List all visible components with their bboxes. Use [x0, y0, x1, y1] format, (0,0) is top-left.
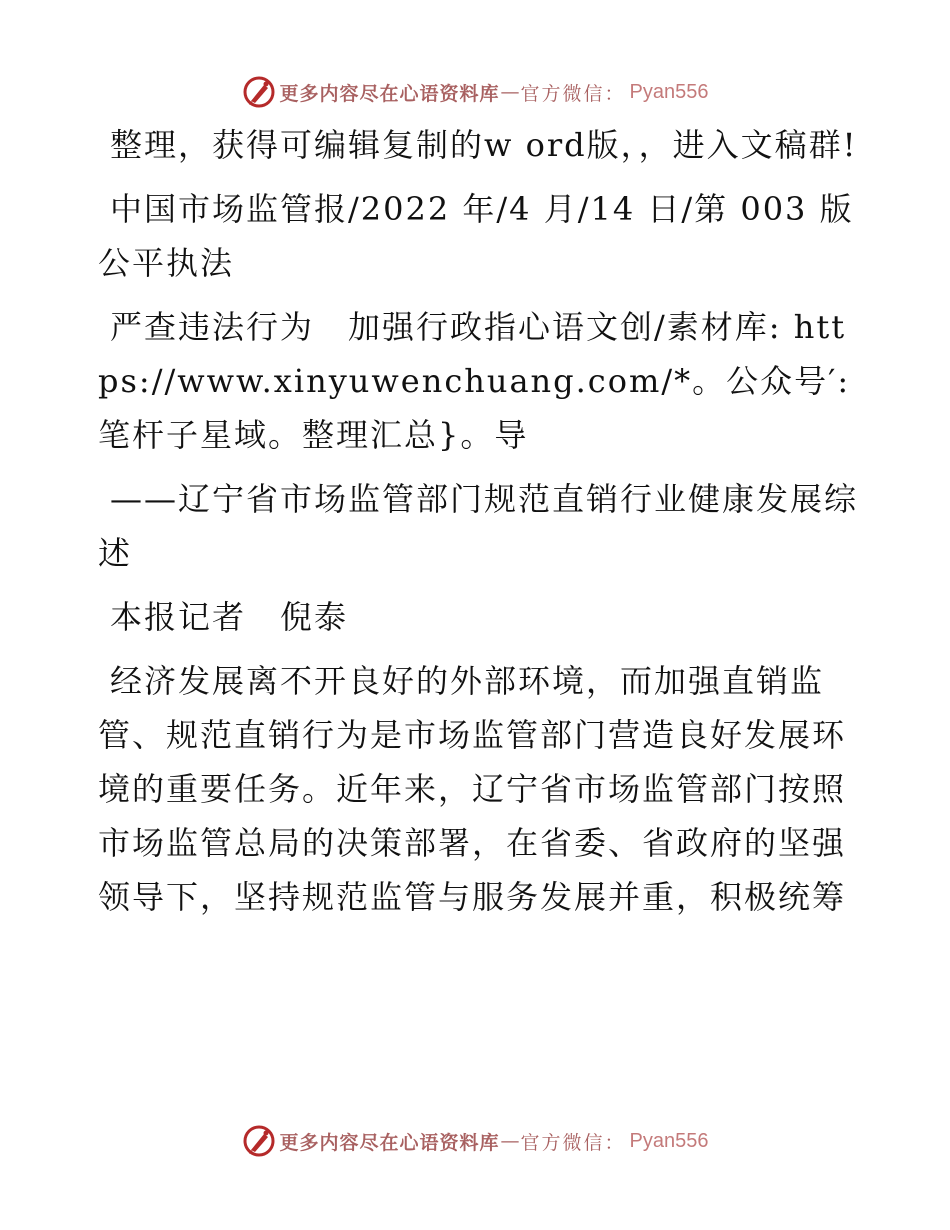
paragraph-intro: 整理，获得可编辑复制的w ord版，，进入文稿群! [110, 126, 858, 164]
banner-main-text: 更多内容尽在心语资料库 [279, 1131, 500, 1154]
banner-wechat-id: Pyan556 [629, 1129, 709, 1152]
footer-watermark-banner [0, 1121, 950, 1161]
paragraph-subtitle: ——辽宁省市场监管部门规范直销行业健康发展综述 [98, 480, 859, 572]
paragraph-body: 经济发展离不开良好的外部环境，而加强直销监管、规范直销行为是市场监管部门营造良好发展环境的重要任务。近年来，辽宁省市场监管部门按照市场监管总局的决策部署，在省委、省政府的坚强领导下，坚持规范监管与服务发展并重，积极统筹 [98, 662, 847, 916]
banner-wechat-id: Pyan556 [629, 80, 709, 103]
pen-logo-icon [242, 1124, 276, 1158]
banner-wechat-label: 官方微信： [520, 1131, 626, 1154]
paragraph-source: 中国市场监管报/2022 年/4 月/14 日/第 003 版公平执法 [98, 190, 854, 282]
paragraph-byline: 本报记者 倪泰 [110, 598, 349, 636]
header-watermark-banner [0, 72, 950, 112]
document-body [98, 118, 858, 934]
banner-wechat-label: 官方微信： [520, 82, 626, 105]
paragraph-headline: 严查违法行为 加强行政指心语文创/素材库: https://www.xinyuwenchuang.com/*。公众号′: 笔杆子星域。整理汇总}。导 [98, 308, 851, 454]
pen-logo-icon [242, 75, 276, 109]
banner-separator: — [500, 81, 520, 103]
banner-separator: — [500, 1130, 520, 1152]
banner-main-text: 更多内容尽在心语资料库 [279, 82, 500, 105]
